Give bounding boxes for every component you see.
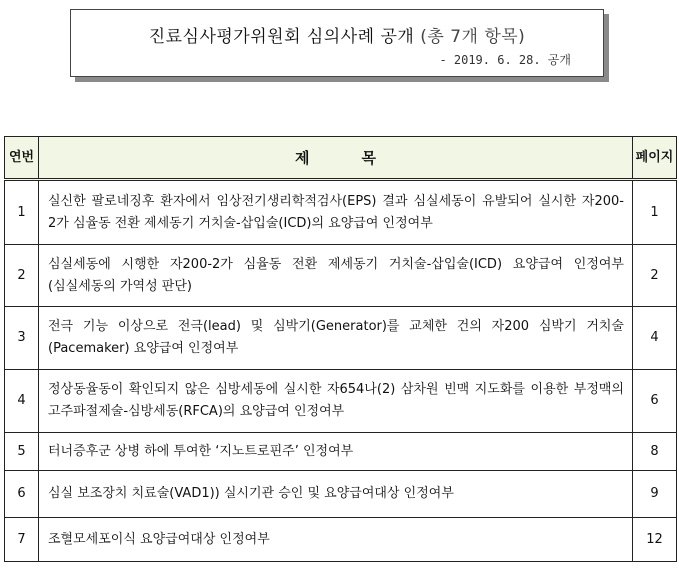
row-page: 4: [633, 307, 677, 370]
table-row: [5, 433, 677, 471]
row-title: [39, 433, 633, 471]
case-list-table: [4, 136, 677, 562]
column-header-no: 연번: [5, 137, 39, 180]
row-title: [39, 471, 633, 518]
column-header-page: 페이지: [633, 137, 677, 180]
table-row: [5, 518, 677, 562]
row-page: 2: [633, 245, 677, 307]
row-number: 6: [5, 471, 39, 518]
column-header-title-char-2: 목: [361, 148, 376, 167]
header-row: [5, 137, 677, 180]
title-box: [70, 9, 604, 77]
row-page: 8: [633, 433, 677, 471]
row-number: 7: [5, 518, 39, 562]
row-title-text: 심실세동에 시행한 자200-2가 심율동 전환 제세동기 거치술-삽입술(ICD) 요양급여 인정여부 (심실세동의 가역성 판단): [48, 256, 624, 294]
row-title-text: 터너증후군 상병 하에 투여한 ‘지노트로핀주’ 인정여부: [48, 443, 354, 459]
row-title: [39, 245, 633, 307]
row-title-text: 전극 기능 이상으로 전극(lead) 및 심박기(Generator)를 교체한 건의 자200 심박기 거치술 (Pacemaker) 요양급여 인정여부: [48, 319, 624, 356]
row-title-text: 심실 보조장치 치료술(VAD1)) 실시기관 승인 및 요양급여대상 인정여부: [48, 486, 454, 501]
page-title-text: 진료심사평가위원회 심의사례 공개: [148, 27, 415, 47]
row-title-text: 조혈모세포이식 요양급여대상 인정여부: [48, 531, 270, 547]
table-row: [5, 471, 677, 518]
table-row: [5, 370, 677, 433]
table-body: [5, 180, 677, 562]
column-header-title: [39, 137, 633, 180]
table-header: [5, 137, 677, 180]
row-number: 4: [5, 370, 39, 433]
row-page: 6: [633, 370, 677, 433]
column-header-title-char-1: 제: [295, 148, 310, 167]
row-page: 1: [633, 180, 677, 245]
table-row: [5, 245, 677, 307]
table-row: [5, 307, 677, 370]
row-title: [39, 180, 633, 245]
table-row: [5, 180, 677, 245]
row-number: 3: [5, 307, 39, 370]
row-title: [39, 518, 633, 562]
row-title-text: 정상동율동이 확인되지 않은 심방세동에 실시한 자654나(2) 삼차원 빈맥 지도화를 이용한 부정맥의 고주파절제술-심방세동(RFCA)의 요양급여 인정여부: [48, 382, 624, 419]
page-title: [71, 22, 603, 47]
row-page: 12: [633, 518, 677, 562]
row-page: 9: [633, 471, 677, 518]
row-number: 2: [5, 245, 39, 307]
row-number: 5: [5, 433, 39, 471]
row-number: 1: [5, 180, 39, 245]
publish-date: - 2019. 6. 28. 공개: [439, 53, 571, 67]
row-title: [39, 370, 633, 433]
row-title-text: 실신한 팔로네징후 환자에서 임상전기생리학적검사(EPS) 결과 심실세동이 유발되어 실시한 자200-2가 심율동 전환 제세동기 거치술-삽입술(ICD)의 요양급여 인정여부: [48, 193, 624, 231]
row-title: [39, 307, 633, 370]
item-count: (총 7개 항목): [420, 27, 526, 47]
